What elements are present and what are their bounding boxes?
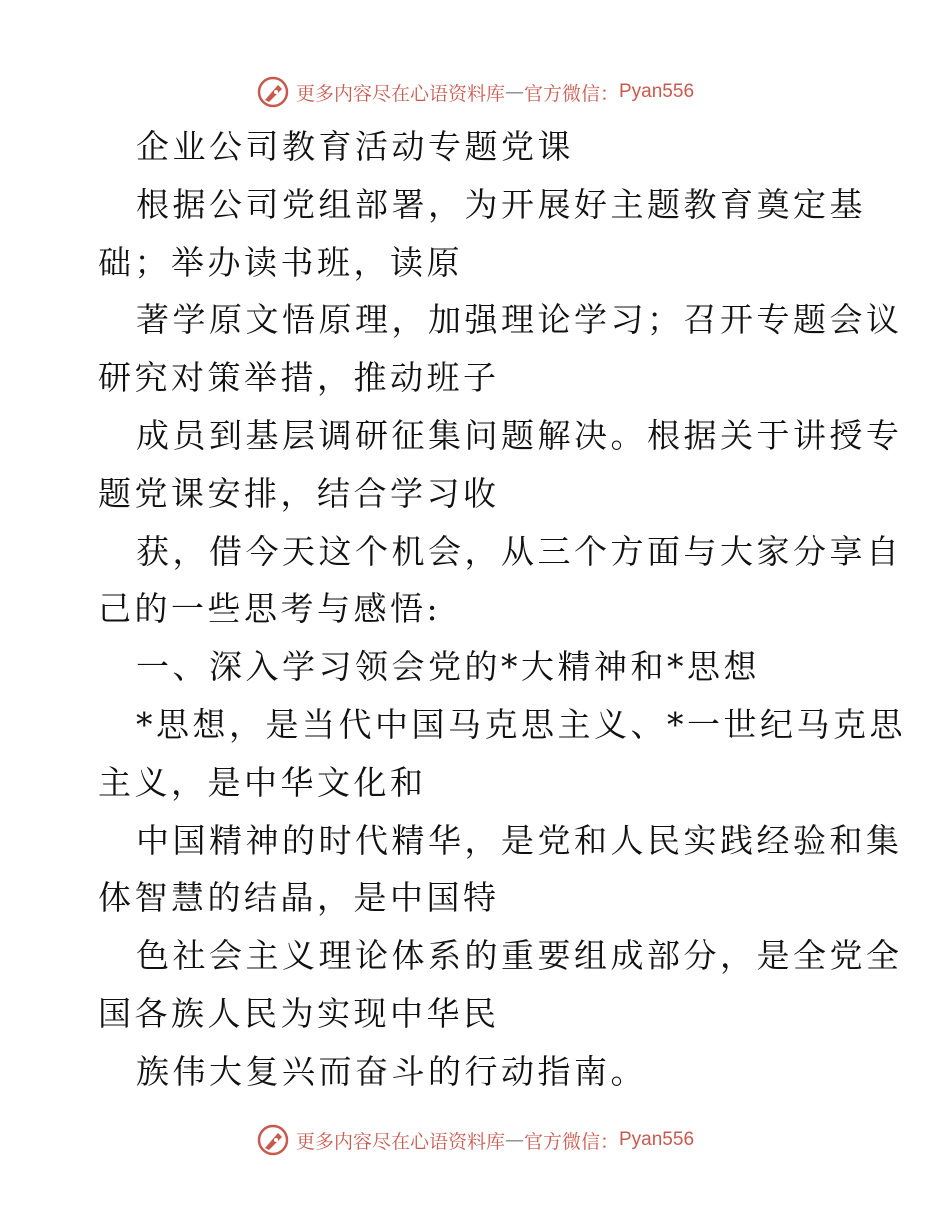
watermark-separator: —: [504, 81, 524, 103]
pen-nib-circle-icon: [256, 1123, 290, 1157]
footer-watermark: [0, 1120, 950, 1160]
watermark-main-text: 更多内容尽在心语资料库: [295, 82, 505, 105]
watermark-wechat-id: Pyan556: [619, 81, 695, 102]
watermark-wechat-id: Pyan556: [619, 1129, 695, 1150]
watermark-contact-label: 官方微信：: [523, 82, 619, 105]
watermark-contact-label: 官方微信：: [523, 1130, 619, 1153]
paragraph-line: 获，借今天这个机会，从三个方面与大家分享自: [136, 531, 903, 571]
paragraph-line: 体智慧的结晶，是中国特: [98, 878, 500, 918]
paragraph-line: 中国精神的时代精华，是党和人民实践经验和集: [136, 820, 903, 860]
paragraph-line: 族伟大复兴而奋斗的行动指南。: [136, 1051, 647, 1091]
paragraph-line: 成员到基层调研征集问题解决。根据关于讲授专: [136, 415, 903, 455]
pen-nib-circle-icon: [256, 75, 290, 109]
paragraph-line: 色社会主义理论体系的重要组成部分，是全党全: [136, 936, 903, 976]
paragraph-line: 著学原文悟原理，加强理论学习；召开专题会议: [136, 300, 903, 340]
paragraph-line: 题党课安排，结合学习收: [98, 473, 500, 513]
watermark-main-text: 更多内容尽在心语资料库: [295, 1130, 505, 1153]
paragraph-line: 主义，是中华文化和: [98, 762, 427, 802]
paragraph-line: 国各族人民为实现中华民: [98, 993, 500, 1033]
watermark-separator: —: [504, 1129, 524, 1151]
document-body: [98, 118, 906, 1101]
paragraph-line: 础；举办读书班，读原: [98, 242, 463, 282]
paragraph-line: *思想，是当代中国马克思主义、*一世纪马克思: [136, 704, 906, 744]
paragraph-line: 根据公司党组部署，为开展好主题教育奠定基: [136, 184, 866, 224]
section-heading: 一、深入学习领会党的*大精神和*思想: [136, 647, 760, 687]
paragraph-line: 己的一些思考与感悟:: [98, 589, 442, 629]
header-watermark: [0, 72, 950, 112]
paragraph-line: 研究对策举措，推动班子: [98, 358, 500, 398]
document-title: 企业公司教育活动专题党课: [136, 127, 574, 166]
